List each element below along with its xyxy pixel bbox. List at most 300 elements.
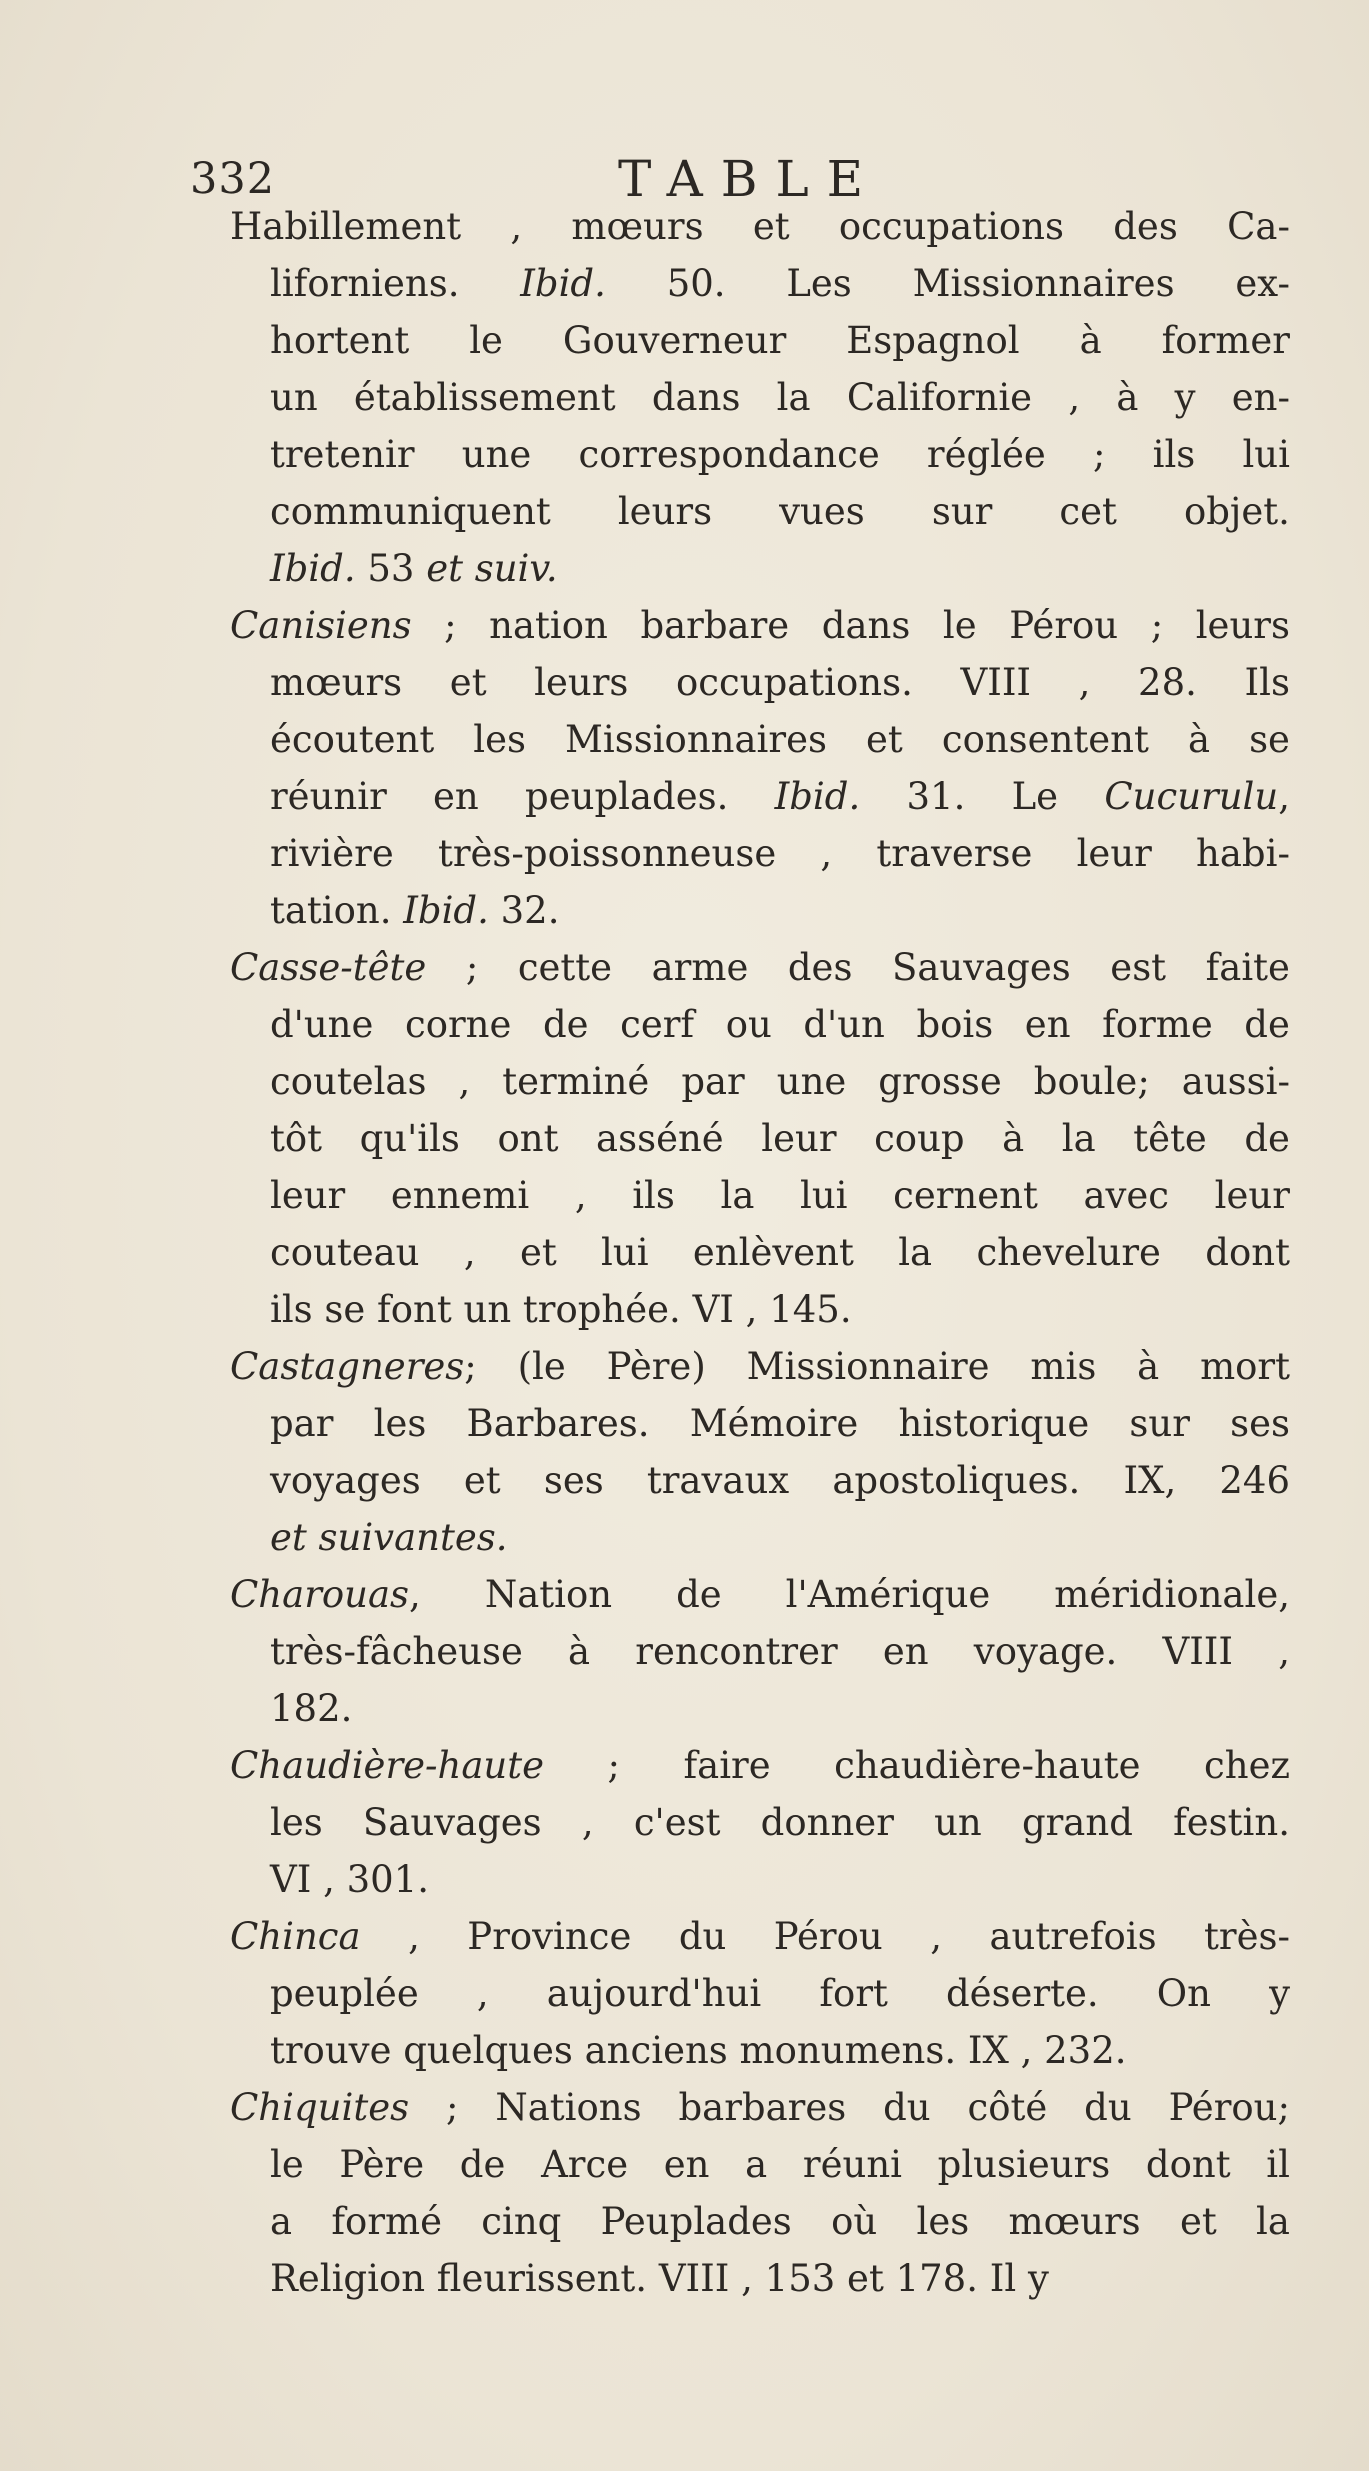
- text-run: VI , 301.: [270, 1858, 430, 1901]
- entry-line: [230, 2193, 1290, 2250]
- text-run: ;: [1092, 433, 1106, 476]
- text-run: VIII: [1162, 1630, 1234, 1673]
- text-run: Nations: [495, 2086, 642, 2129]
- word: [1116, 369, 1138, 426]
- text-run: leurs: [617, 490, 713, 533]
- word: [270, 2193, 292, 2250]
- entry-first-line: [230, 2079, 1290, 2136]
- word: [270, 711, 434, 768]
- line-text: [270, 1858, 429, 1901]
- word: [520, 1224, 557, 1281]
- word: [1146, 2136, 1231, 2193]
- text-run: lui: [601, 1231, 649, 1274]
- text-run: mœurs: [571, 205, 704, 248]
- text-run: enlèvent: [692, 1231, 854, 1274]
- word: [632, 1167, 675, 1224]
- text-run: par: [270, 1402, 334, 1445]
- word: [495, 2079, 641, 2136]
- word: [270, 1110, 322, 1167]
- word: [547, 1965, 762, 2022]
- text-run: festin.: [1173, 1801, 1290, 1844]
- word: [1137, 1338, 1159, 1395]
- text-run: et: [463, 1459, 501, 1502]
- word: [968, 2079, 1048, 2136]
- word: [874, 1110, 965, 1167]
- text-run: en: [433, 775, 479, 818]
- word: [360, 1110, 460, 1167]
- text-run: leur: [1076, 832, 1152, 875]
- word: [462, 426, 532, 483]
- text-run: liforniens.: [270, 262, 460, 305]
- word: [831, 2193, 877, 2250]
- text-run: tretenir: [270, 433, 415, 476]
- italic-term: Cucurulu: [1104, 775, 1279, 818]
- text-run: Religion fleurissent. VIII , 153 et 178. Il y: [270, 2257, 1049, 2300]
- word: [270, 654, 402, 711]
- text-run: historique: [898, 1402, 1090, 1445]
- text-run: les: [270, 1801, 323, 1844]
- text-run: dont: [1145, 2143, 1231, 2186]
- text-run: en: [1024, 1003, 1071, 1046]
- word: [786, 255, 851, 312]
- text-run: formé: [331, 2200, 442, 2243]
- text-run: à: [1079, 319, 1102, 362]
- word: [1093, 426, 1105, 483]
- text-run: sur: [931, 490, 993, 533]
- word: [1235, 255, 1290, 312]
- word: [1084, 2079, 1132, 2136]
- word: [408, 1908, 420, 1965]
- text-run: y: [1174, 376, 1196, 419]
- entry-line: [230, 369, 1290, 426]
- word: [906, 768, 965, 825]
- word: [391, 1167, 529, 1224]
- text-run: est: [1110, 946, 1167, 989]
- word: [1180, 2193, 1217, 2250]
- text-run: côté: [967, 2086, 1048, 2129]
- text-run: dans: [821, 604, 911, 647]
- entry-line: [230, 996, 1290, 1053]
- word: [1083, 1167, 1169, 1224]
- entry-line: [230, 768, 1290, 825]
- word: [747, 1338, 990, 1395]
- text-run: asséné: [596, 1117, 724, 1160]
- word: [664, 2136, 710, 2193]
- word: [270, 483, 551, 540]
- word: [693, 1224, 854, 1281]
- word: [898, 1224, 932, 1281]
- text-run: boule;: [1033, 1060, 1150, 1103]
- text-run: cette: [517, 946, 613, 989]
- text-run: Arce: [541, 2143, 629, 2186]
- word: [1256, 2193, 1290, 2250]
- word: [489, 597, 608, 654]
- text-run: ses: [543, 1459, 604, 1502]
- text-run: de: [1244, 1117, 1290, 1160]
- text-run: barbare: [640, 604, 790, 647]
- text-run: mœurs: [270, 661, 403, 704]
- text-run: On: [1156, 1972, 1211, 2015]
- word: [681, 1053, 744, 1110]
- word: [635, 1623, 837, 1680]
- text-run: 182.: [270, 1687, 353, 1730]
- text-run: établissement: [353, 376, 616, 419]
- text-run: forme: [1102, 1003, 1213, 1046]
- text-run: voyage.: [973, 1630, 1118, 1673]
- text-run: lui: [1242, 433, 1290, 476]
- word: [1232, 369, 1290, 426]
- italic-term: et suiv.: [426, 547, 558, 590]
- entry-line: [230, 426, 1290, 483]
- text-run: ils: [1152, 433, 1196, 476]
- word: [571, 198, 703, 255]
- text-run: méridionale,: [1054, 1573, 1290, 1616]
- word: [1215, 1167, 1290, 1224]
- text-run: Habillement: [230, 205, 462, 248]
- entry-first-line: [230, 198, 1290, 255]
- text-run: à: [1137, 1345, 1160, 1388]
- word: [433, 768, 479, 825]
- word: [930, 1908, 942, 1965]
- text-run: très-: [1204, 1915, 1290, 1958]
- text-run: communiquent: [270, 490, 551, 533]
- word: [466, 939, 478, 996]
- word: [819, 1965, 888, 2022]
- word: [1123, 1452, 1176, 1509]
- word: [230, 939, 426, 996]
- text-run: dans: [651, 376, 741, 419]
- line-text: [270, 1288, 852, 1331]
- word: [761, 1110, 836, 1167]
- text-run: réuni: [802, 2143, 902, 2186]
- text-run: ,: [820, 832, 833, 875]
- text-run: Californie: [846, 376, 1033, 419]
- word: [1054, 1566, 1290, 1623]
- word: [270, 1623, 523, 1680]
- word: [1153, 426, 1196, 483]
- word: [775, 768, 861, 825]
- text-run: c'est: [633, 1801, 721, 1844]
- word: [618, 483, 712, 540]
- text-run: qu'ils: [359, 1117, 460, 1160]
- text-run: leurs: [534, 661, 629, 704]
- word: [541, 2136, 628, 2193]
- text-run: trouve quelques anciens monumens. IX , 232.: [270, 2029, 1127, 2072]
- text-run: ses: [1230, 1402, 1290, 1445]
- text-run: réglée: [926, 433, 1046, 476]
- word: [1219, 1452, 1290, 1509]
- italic-term: Ibid.: [270, 547, 356, 590]
- text-run: apostoliques.: [832, 1459, 1081, 1502]
- entry-line: [230, 654, 1290, 711]
- entry-first-line: [230, 1338, 1290, 1395]
- text-run: en: [882, 1630, 929, 1673]
- text-run: consentent: [941, 718, 1149, 761]
- text-run: Ca-: [1227, 205, 1290, 248]
- word: [678, 2079, 846, 2136]
- word: [1175, 369, 1196, 426]
- word: [932, 483, 993, 540]
- word: [608, 1737, 620, 1794]
- word: [607, 1338, 706, 1395]
- text-run: Sauvages: [891, 946, 1071, 989]
- word: [1030, 1338, 1096, 1395]
- entry-line: [230, 1053, 1290, 1110]
- word: [803, 996, 885, 1053]
- word: [601, 1224, 649, 1281]
- word: [578, 426, 879, 483]
- word: [913, 255, 1175, 312]
- text-run: Père): [606, 1345, 706, 1388]
- text-run: les: [373, 1402, 427, 1445]
- italic-term: Chiquites: [230, 2086, 410, 2129]
- word: [1227, 198, 1290, 255]
- entry-line: [230, 1851, 1290, 1908]
- text-run: Pérou: [773, 1915, 883, 1958]
- word: [270, 369, 318, 426]
- word: [568, 1623, 590, 1680]
- word: [596, 1110, 724, 1167]
- word: [1184, 483, 1290, 540]
- text-run: le: [270, 2143, 304, 2186]
- text-run: faire: [683, 1744, 771, 1787]
- text-run: Province: [467, 1915, 632, 1958]
- index-entry: [230, 1566, 1290, 1737]
- text-run: la: [776, 376, 811, 419]
- text-run: fort: [819, 1972, 888, 2015]
- text-run: travaux: [646, 1459, 790, 1502]
- word: [575, 1167, 587, 1224]
- text-run: Peuplades: [600, 2200, 792, 2243]
- text-run: la: [720, 1174, 755, 1217]
- text-run: d'une: [270, 1003, 374, 1046]
- word: [354, 369, 616, 426]
- entry-line: [230, 1452, 1290, 1509]
- text-run: Ils: [1244, 661, 1290, 704]
- text-run: a: [270, 2200, 293, 2243]
- word: [834, 1737, 1140, 1794]
- word: [1059, 483, 1117, 540]
- text-run: ,: [581, 1801, 594, 1844]
- word: [510, 198, 522, 255]
- word: [1034, 1053, 1150, 1110]
- text-run: ;: [607, 1744, 620, 1787]
- text-run: une: [461, 433, 532, 476]
- text-run: la: [1061, 1117, 1096, 1160]
- index-entry: [230, 1338, 1290, 1566]
- word: [878, 1053, 1002, 1110]
- entry-line: [230, 2250, 1290, 2307]
- text-run: cet: [1059, 490, 1117, 533]
- text-run: ,: [1278, 775, 1290, 818]
- text-run: cernent: [893, 1174, 1038, 1217]
- word: [1173, 1794, 1290, 1851]
- word: [230, 1737, 544, 1794]
- text-run: rencontrer: [635, 1630, 838, 1673]
- text-run: 28.: [1138, 661, 1197, 704]
- entry-line: [230, 255, 1290, 312]
- word: [1104, 768, 1290, 825]
- word: [1196, 825, 1290, 882]
- text-run: d'un: [803, 1003, 885, 1046]
- text-run: 246: [1219, 1459, 1290, 1502]
- word: [1169, 2079, 1290, 2136]
- text-run: leur: [1214, 1174, 1290, 1217]
- text-run: la: [1256, 2200, 1290, 2243]
- text-run: Missionnaire: [746, 1345, 990, 1388]
- word: [363, 1794, 542, 1851]
- text-run: une: [776, 1060, 847, 1103]
- text-run: mœurs: [1008, 2200, 1141, 2243]
- italic-term: et suivantes.: [270, 1516, 508, 1559]
- text-run: former: [1161, 319, 1290, 362]
- text-run: de: [459, 2143, 506, 2186]
- word: [634, 1794, 721, 1851]
- text-run: ennemi: [390, 1174, 530, 1217]
- text-run: vues: [779, 490, 865, 533]
- text-run: ,: [574, 1174, 587, 1217]
- word: [331, 2193, 442, 2250]
- text-run: terminé: [502, 1060, 650, 1103]
- text-run: réunir: [270, 775, 387, 818]
- text-run: corne: [404, 1003, 512, 1046]
- word: [1025, 996, 1071, 1053]
- text-run: traverse: [876, 832, 1033, 875]
- index-entry: [230, 939, 1290, 1338]
- text-run: ou: [725, 1003, 772, 1046]
- word: [374, 1395, 427, 1452]
- word: [1249, 711, 1290, 768]
- word: [1245, 654, 1290, 711]
- line-text: [270, 1516, 507, 1559]
- text-run: 53: [355, 547, 427, 590]
- text-run: dont: [1205, 1231, 1290, 1274]
- text-run: par: [681, 1060, 745, 1103]
- text-run: chevelure: [976, 1231, 1161, 1274]
- text-run: le: [469, 319, 503, 362]
- text-run: Espagnol: [846, 319, 1020, 362]
- text-run: à: [1002, 1117, 1025, 1160]
- word: [444, 597, 456, 654]
- text-run: il: [1266, 2143, 1290, 2186]
- word: [683, 1737, 770, 1794]
- word: [1269, 1965, 1290, 2022]
- text-run: Pérou;: [1168, 2086, 1290, 2129]
- word: [1266, 2136, 1290, 2193]
- text-run: du: [883, 2086, 931, 2129]
- text-run: et: [1179, 2200, 1217, 2243]
- word: [1129, 1395, 1190, 1452]
- text-run: des: [1113, 205, 1178, 248]
- word: [1206, 939, 1290, 996]
- entry-line: [230, 1395, 1290, 1452]
- word: [477, 1965, 489, 2022]
- italic-term: Charouas: [230, 1573, 410, 1616]
- word: [438, 825, 776, 882]
- entry-first-line: [230, 939, 1290, 996]
- word: [820, 825, 832, 882]
- text-run: barbares: [678, 2086, 847, 2129]
- text-run: les: [916, 2200, 970, 2243]
- text-run: les: [473, 718, 526, 761]
- page-number: 332: [190, 154, 276, 204]
- entry-line: [230, 825, 1290, 882]
- index-entry: [230, 2079, 1290, 2307]
- text-run: tation.: [270, 889, 404, 932]
- word: [822, 597, 911, 654]
- word: [1196, 597, 1290, 654]
- word: [927, 426, 1046, 483]
- word: [230, 2079, 409, 2136]
- word: [270, 255, 459, 312]
- entry-line: [230, 1110, 1290, 1167]
- entry-line: [230, 1224, 1290, 1281]
- word: [1205, 1224, 1290, 1281]
- text-run: Pérou: [1009, 604, 1119, 647]
- word: [520, 255, 606, 312]
- line-text: [270, 547, 558, 590]
- word: [960, 654, 1031, 711]
- word: [270, 1965, 419, 2022]
- entry-line: [230, 312, 1290, 369]
- word: [230, 198, 461, 255]
- text-run: en: [663, 2143, 710, 2186]
- word: [270, 1452, 421, 1509]
- word: [883, 1623, 929, 1680]
- text-run: très-poissonneuse: [437, 832, 777, 875]
- word: [1102, 996, 1213, 1053]
- text-run: à: [1187, 718, 1210, 761]
- word: [652, 939, 749, 996]
- text-run: ,: [463, 1231, 476, 1274]
- italic-term: Chaudière-haute: [230, 1744, 545, 1787]
- text-run: ;: [465, 946, 479, 989]
- text-run: lui: [800, 1174, 848, 1217]
- text-run: Les: [786, 262, 852, 305]
- text-run: ,: [409, 1573, 421, 1616]
- text-run: leurs: [1195, 604, 1290, 647]
- text-run: occupations.: [676, 661, 913, 704]
- word: [481, 2193, 561, 2250]
- word: [1157, 1965, 1211, 2022]
- text-run: ;: [445, 2086, 459, 2129]
- word: [1204, 1908, 1290, 1965]
- text-run: le: [942, 604, 977, 647]
- entry-line: [230, 1680, 1290, 1737]
- text-run: Nation: [484, 1573, 613, 1616]
- text-run: écoutent: [270, 718, 435, 761]
- word: [876, 825, 1032, 882]
- line-text: [270, 889, 559, 932]
- word: [1204, 1737, 1290, 1794]
- word: [934, 1794, 982, 1851]
- text-run: ex-: [1235, 262, 1290, 305]
- text-run: du: [678, 1915, 727, 1958]
- word: [518, 1338, 566, 1395]
- entry-line: [230, 483, 1290, 540]
- word: [976, 1224, 1161, 1281]
- word: [893, 1167, 1038, 1224]
- text-run: cinq: [481, 2200, 562, 2243]
- text-run: chaudière-haute: [834, 1744, 1141, 1787]
- text-run: IX,: [1123, 1459, 1177, 1502]
- index-entry: [230, 597, 1290, 939]
- entry-line: [230, 2136, 1290, 2193]
- word: [938, 2136, 1111, 2193]
- text-run: un: [934, 1801, 982, 1844]
- word: [230, 597, 412, 654]
- text-run: ,: [1078, 661, 1091, 704]
